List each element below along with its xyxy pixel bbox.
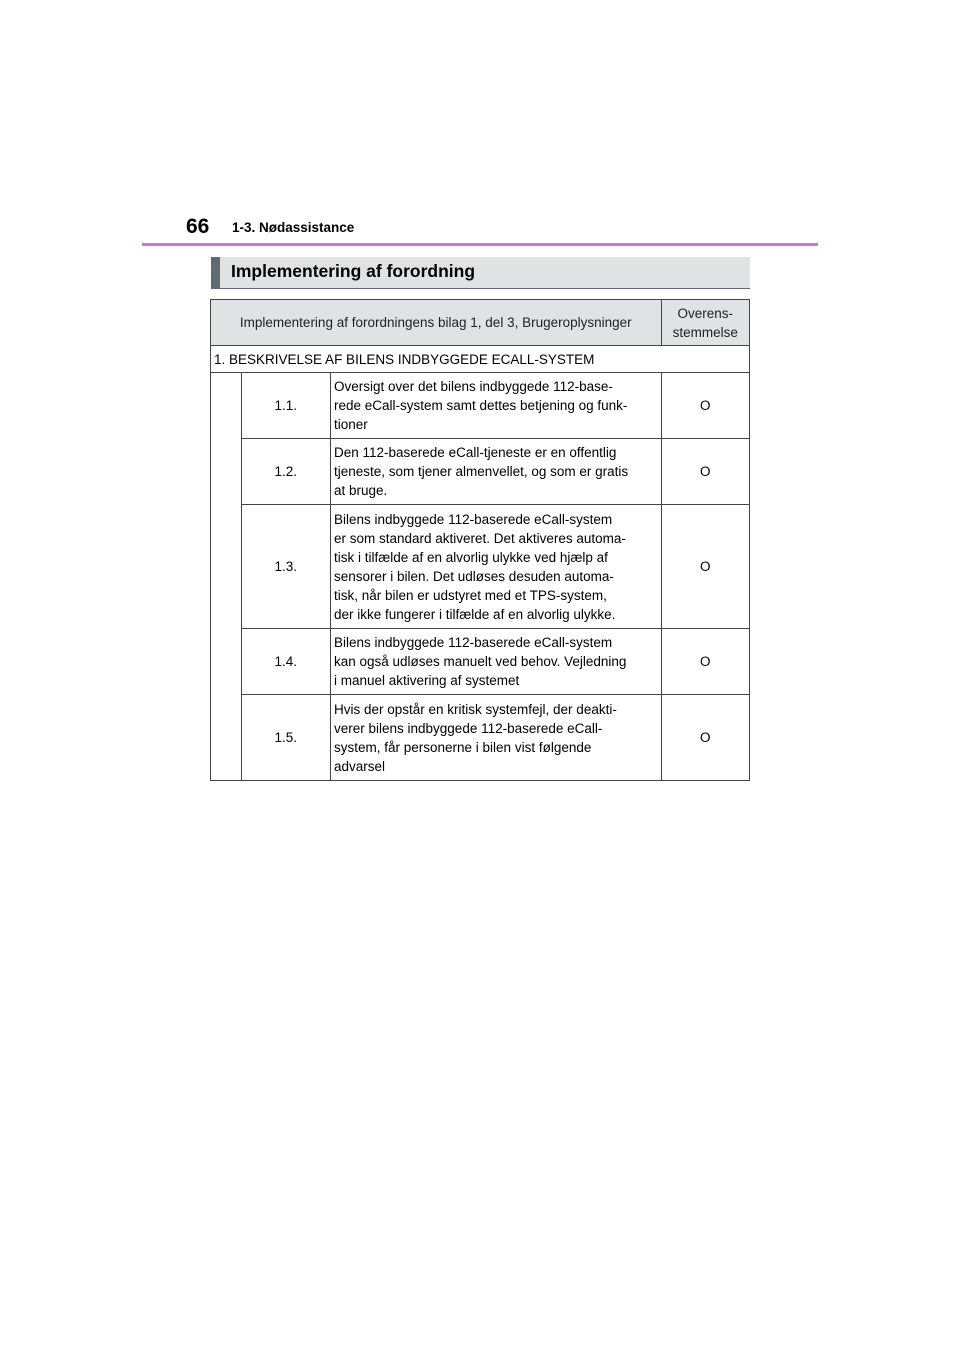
table-row <box>211 505 750 629</box>
table-header-row <box>211 300 750 346</box>
indent-cell <box>211 373 242 781</box>
item-description: Hvis der opstår en kritisk systemfejl, der deakti- verer bilens indbyggede 112-baserede eCall- system, får personerne i bilen vist følgende advarsel <box>330 695 661 781</box>
item-compliance: O <box>661 373 749 439</box>
header-description: Implementering af forordningens bilag 1, del 3, Brugeroplysninger <box>211 300 662 346</box>
item-compliance: O <box>661 629 749 695</box>
table-row <box>211 695 750 781</box>
section-heading-bar <box>211 257 750 288</box>
item-number: 1.2. <box>241 439 330 505</box>
item-number: 1.4. <box>241 629 330 695</box>
table-row <box>211 373 750 439</box>
item-number: 1.1. <box>241 373 330 439</box>
item-description: Oversigt over det bilens indbyggede 112-base- rede eCall-system samt dettes betjening og funk- tioner <box>330 373 661 439</box>
page-number: 66 <box>186 215 210 238</box>
item-description: Den 112-baserede eCall-tjeneste er en offentlig tjeneste, som tjener almenvellet, og som er gratis at bruge. <box>330 439 661 505</box>
item-number: 1.5. <box>241 695 330 781</box>
table-row <box>211 439 750 505</box>
item-number: 1.3. <box>241 505 330 629</box>
heading-underline <box>211 288 750 289</box>
section-heading: Implementering af forordning <box>231 261 476 281</box>
header-compliance: Overens- stemmelse <box>661 300 749 346</box>
section-title-row <box>211 346 750 373</box>
regulation-table <box>210 299 750 781</box>
table-row <box>211 629 750 695</box>
item-description: Bilens indbyggede 112-baserede eCall-system er som standard aktiveret. Det aktiveres automa- tisk i tilfælde af en alvorlig ulykke ved hjælp af sensorer i bilen. Det udløses desuden automa- tisk, når bilen er udstyret med et TPS-system, der ikke fungerer i tilfælde af en alvorlig ulykke. <box>330 505 661 629</box>
item-description: Bilens indbyggede 112-baserede eCall-system kan også udløses manuelt ved behov. Vejledning i manuel aktivering af systemet <box>330 629 661 695</box>
item-compliance: O <box>661 439 749 505</box>
section-label: 1-3. Nødassistance <box>232 220 355 235</box>
header-rule <box>142 243 818 246</box>
item-compliance: O <box>661 505 749 629</box>
item-compliance: O <box>661 695 749 781</box>
section-title: 1. BESKRIVELSE AF BILENS INDBYGGEDE ECALL-SYSTEM <box>211 346 750 373</box>
